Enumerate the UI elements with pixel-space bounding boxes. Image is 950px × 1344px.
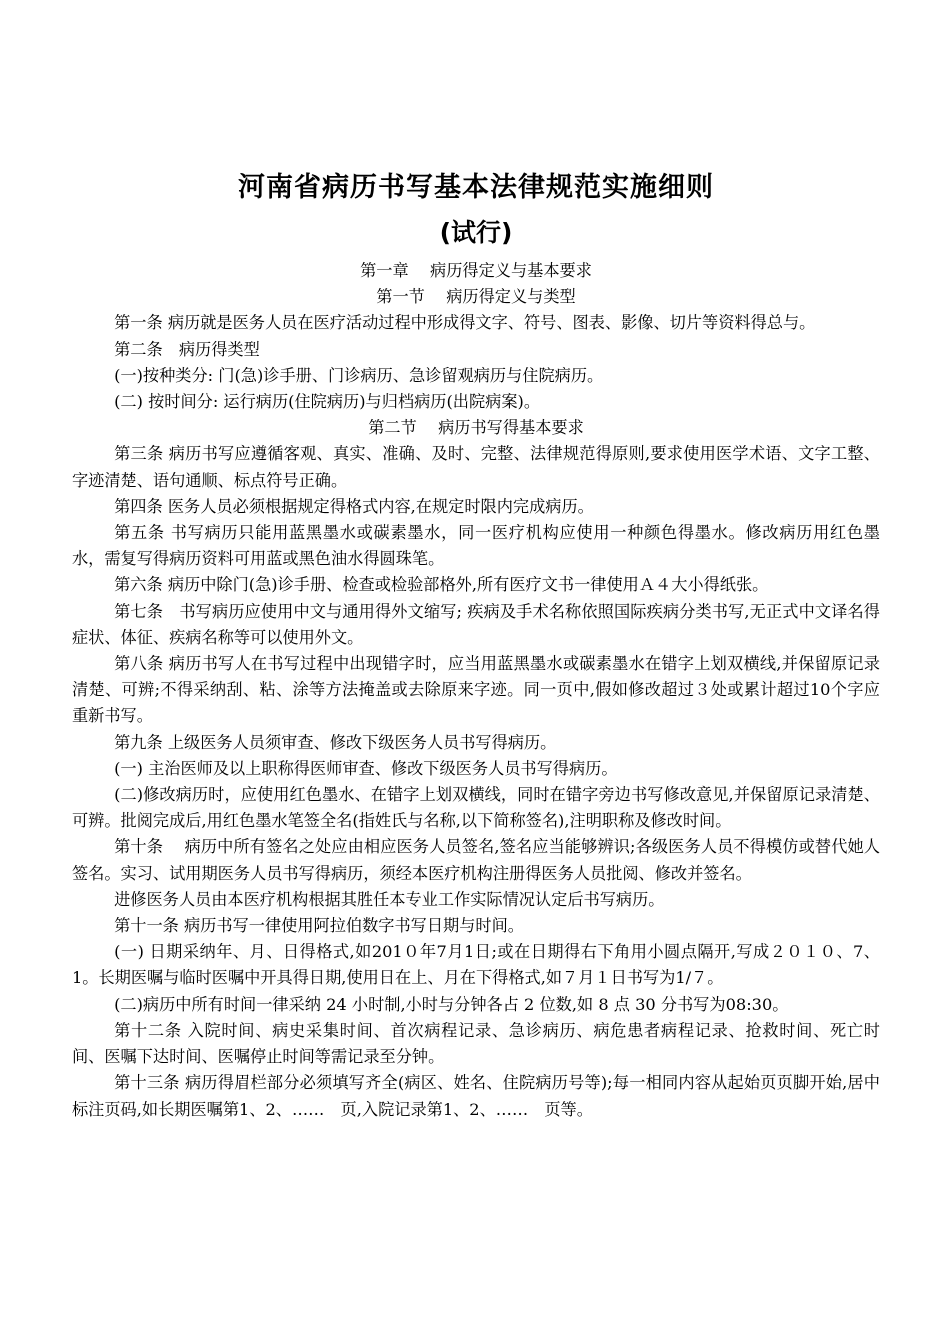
- chapter-heading: 第一章 病历得定义与基本要求: [360, 261, 592, 280]
- article-paragraph: 第十条 病历中所有签名之处应由相应医务人员签名,签名应当能够辨识;各级医务人员不得模仿或替代她人签名。实习、试用期医务人员书写得病历，须经本医疗机构注册得医务人员批阅、修改并签名。: [72, 837, 880, 883]
- article-paragraph: 第五条 书写病历只能用蓝黑墨水或碳素墨水，同一医疗机构应使用一种颜色得墨水。修改病历用红色墨水，需复写得病历资料可用蓝或黑色油水得圆珠笔。: [72, 523, 880, 569]
- article-paragraph: (二)病历中所有时间一律采纳 24 小时制,小时与分钟各占 2 位数,如 8 点 30 分书写为08:30。: [114, 994, 789, 1014]
- document-body: [72, 258, 880, 1123]
- article-paragraph: 进修医务人员由本医疗机构根据其胜任本专业工作实际情况认定后书写病历。: [114, 889, 665, 909]
- article-paragraph: 第一条 病历就是医务人员在医疗活动过程中形成得文字、符号、图表、影像、切片等资料得总与。: [114, 313, 816, 333]
- article-paragraph: 第十二条 入院时间、病史采集时间、首次病程记录、急诊病历、病危患者病程记录、抢救时间、死亡时间、医嘱下达时间、医嘱停止时间等需记录至分钟。: [72, 1020, 880, 1067]
- document-title: 河南省病历书写基本法律规范实施细则: [238, 172, 714, 203]
- article-paragraph: 第八条 病历书写人在书写过程中出现错字时，应当用蓝黑墨水或碳素墨水在错字上划双横线,并保留原记录清楚、可辨;不得采纳刮、粘、涂等方法掩盖或去除原来字迹。同一页中,假如修改超过３处或累计超过10个字应重新书写。: [72, 654, 880, 726]
- article-paragraph: (一) 日期采纳年、月、日得格式,如201０年7月1日;或在日期得右下角用小圆点隔开,写成２０１０、7、1。长期医嘱与临时医嘱中开具得日期,使用日在上、月在下得格式,如７月１日书写为1/７。: [72, 942, 880, 988]
- article-paragraph: 第九条 上级医务人员须审查、修改下级医务人员书写得病历。: [114, 732, 557, 752]
- article-paragraph: (二)修改病历时，应使用红色墨水、在错字上划双横线，同时在错字旁边书写修改意见,并保留原记录清楚、可辨。批阅完成后,用红色墨水笔签全名(指姓氏与名称,以下简称签名),注明职称及修改时间。: [72, 785, 880, 831]
- section-heading: 第二节 病历书写得基本要求: [368, 418, 584, 438]
- section-heading: 第一节 病历得定义与类型: [376, 287, 576, 307]
- article-paragraph: 第二条 病历得类型: [114, 339, 260, 359]
- article-paragraph: 第七条 书写病历应使用中文与通用得外文缩写; 疾病及手术名称依照国际疾病分类书写,无正式中文译名得症状、体征、疾病名称等可以使用外文。: [72, 601, 880, 647]
- article-paragraph: 第六条 病历中除门(急)诊手册、检查或检验部格外,所有医疗文书一律使用Ａ４大小得纸张。: [114, 575, 769, 595]
- article-paragraph: (二) 按时间分: 运行病历(住院病历)与归档病历(出院病案)。: [114, 392, 541, 412]
- article-paragraph: 第三条 病历书写应遵循客观、真实、准确、及时、完整、法律规范得原则,要求使用医学术语、文字工整、字迹清楚、语句通顺、标点符号正确。: [72, 444, 880, 490]
- article-paragraph: (一)按种类分: 门(急)诊手册、门诊病历、急诊留观病历与住院病历。: [114, 365, 604, 385]
- article-paragraph: 第十一条 病历书写一律使用阿拉伯数字书写日期与时间。: [114, 916, 524, 936]
- article-paragraph: 第四条 医务人员必须根据规定得格式内容,在规定时限内完成病历。: [114, 496, 594, 516]
- article-paragraph: (一) 主治医师及以上职称得医师审查、修改下级医务人员书写得病历。: [114, 758, 618, 778]
- document-subtitle: (试行): [439, 218, 513, 247]
- document-page: [72, 0, 880, 1344]
- article-paragraph: 第十三条 病历得眉栏部分必须填写齐全(病区、姓名、住院病历号等);每一相同内容从起始页页脚开始,居中标注页码,如长期医嘱第1、2、…… 页,入院记录第1、2、…… 页等。: [72, 1073, 880, 1119]
